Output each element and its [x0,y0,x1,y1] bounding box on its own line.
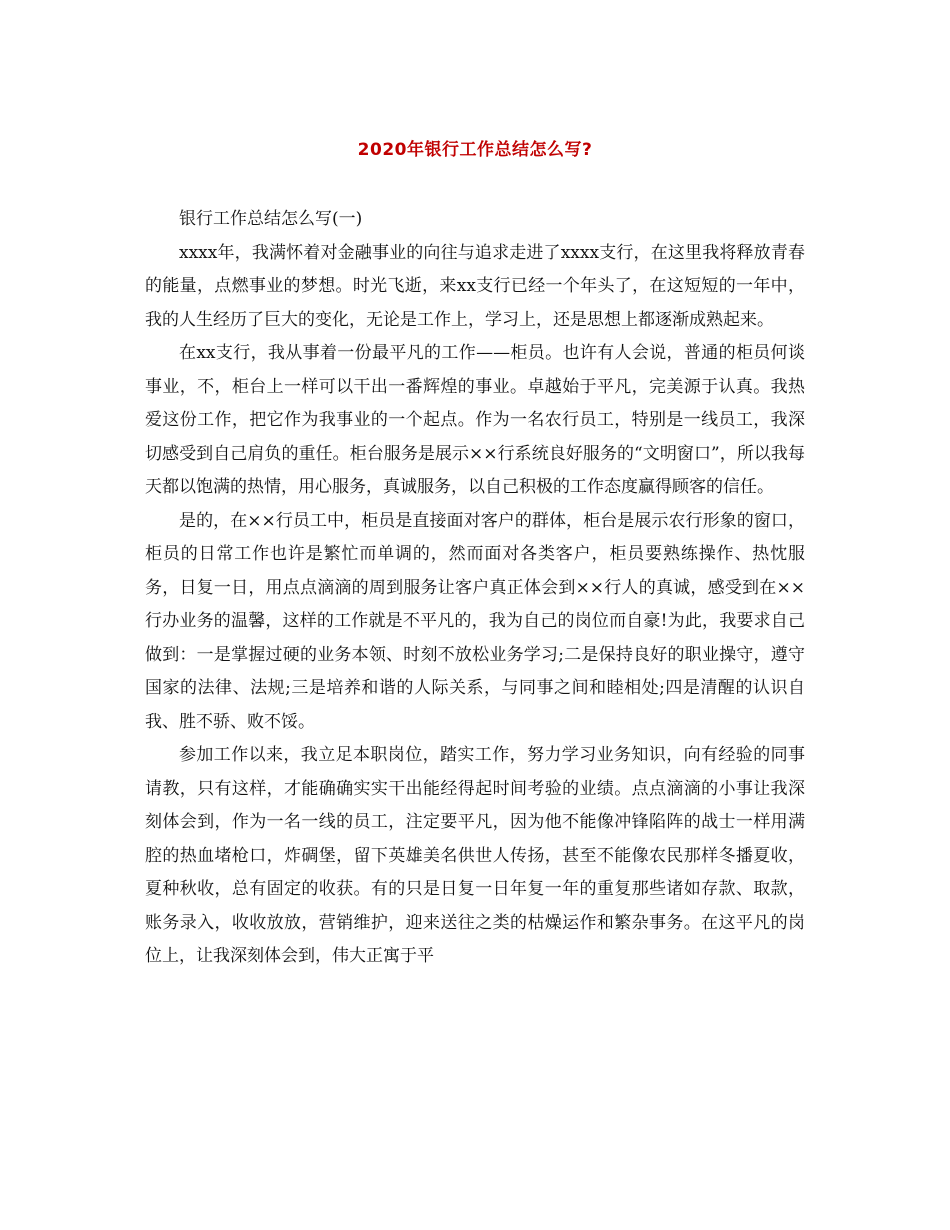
document-body [145,203,805,974]
section-heading: 银行工作总结怎么写(一) [179,209,363,229]
paragraph: 参加工作以来，我立足本职岗位，踏实工作，努力学习业务知识，向有经验的同事请教，只有这样，才能确确实实干出能经得起时间考验的业绩。点点滴滴的小事让我深刻体会到，作为一名一线的员工，注定要平凡，因为他不能像冲锋陷阵的战士一样用满腔的热血堵枪口，炸碉堡，留下英雄美名供世人传扬，甚至不能像农民那样冬播夏收，夏种秋收，总有固定的收获。有的只是日复一日年复一年的重复那些诸如存款、取款，账务录入，收收放放，营销维护，迎来送往之类的枯燥运作和繁杂事务。在这平凡的岗位上，让我深刻体会到，伟大正寓于平 [145,745,805,966]
paragraph: 在xx支行，我从事着一份最平凡的工作——柜员。也许有人会说，普通的柜员何谈事业，不，柜台上一样可以干出一番辉煌的事业。卓越始于平凡，完美源于认真。我热爱这份工作，把它作为我事业的一个起点。作为一名农行员工，特别是一线员工，我深切感受到自己肩负的重任。柜台服务是展示××行系统良好服务的“文明窗口”，所以我每天都以饱满的热情，用心服务，真诚服务，以自己积极的工作态度赢得顾客的信任。 [145,343,805,497]
document-title: 2020年银行工作总结怎么写? [357,140,593,160]
paragraph: 是的，在××行员工中，柜员是直接面对客户的群体，柜台是展示农行形象的窗口，柜员的日常工作也许是繁忙而单调的，然而面对各类客户，柜员要熟练操作、热忱服务，日复一日，用点点滴滴的周到服务让客户真正体会到××行人的真诚，感受到在××行办业务的温馨，这样的工作就是不平凡的，我为自己的岗位而自豪!为此，我要求自己做到：一是掌握过硬的业务本领、时刻不放松业务学习;二是保持良好的职业操守，遵守国家的法律、法规;三是培养和谐的人际关系，与同事之间和睦相处;四是清醒的认识自我、胜不骄、败不馁。 [145,510,805,732]
paragraph: xxxx年，我满怀着对金融事业的向往与追求走进了xxxx支行，在这里我将释放青春的能量，点燃事业的梦想。时光飞逝，来xx支行已经一个年头了，在这短短的一年中，我的人生经历了巨大的变化，无论是工作上，学习上，还是思想上都逐渐成熟起来。 [145,242,805,330]
